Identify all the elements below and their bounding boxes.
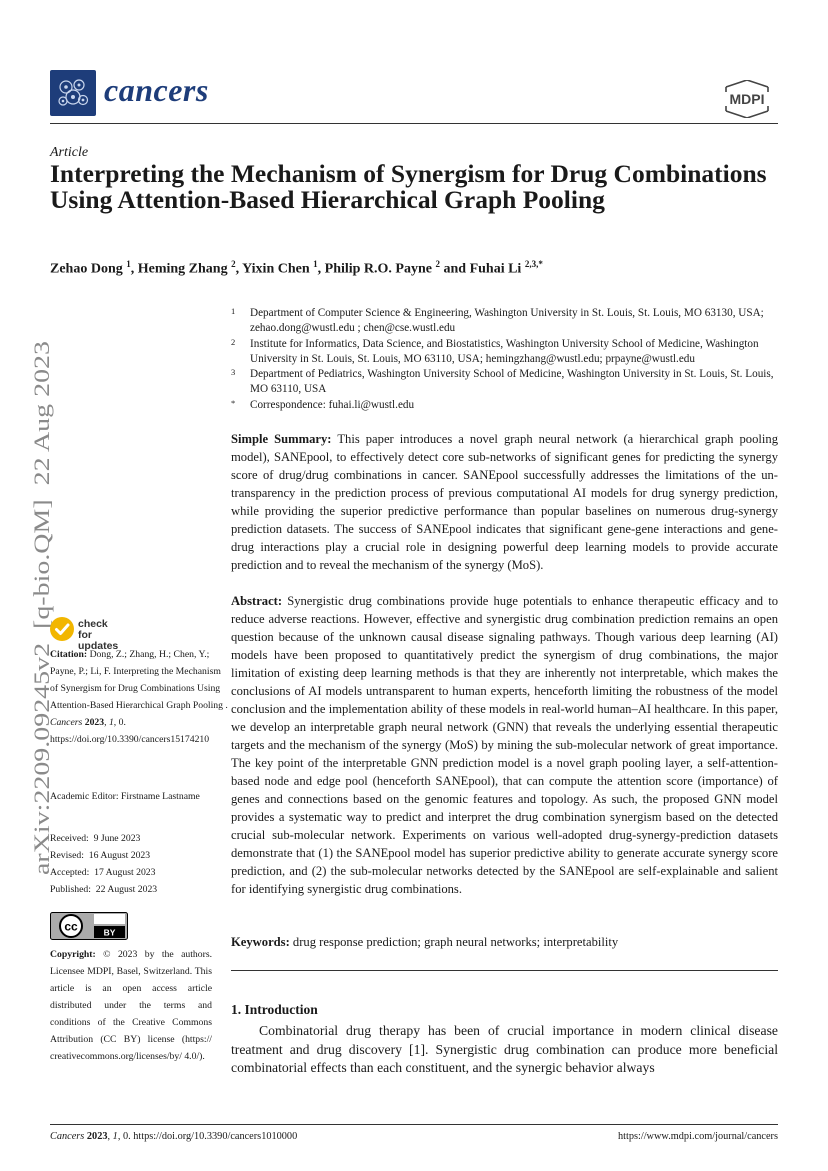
reference-link[interactable]: 1 — [413, 1041, 421, 1057]
check-updates-line: updates — [78, 640, 119, 652]
citation-text: Dong, Z.; Zhang, H.; Chen, Y.; Payne, P.; Li, F. Interpreting the Mechanism of Synergism for Drug Combinations Using Attention-Based Hierarchical Graph Pooling . — [50, 649, 228, 711]
keywords — [231, 933, 778, 951]
cc-by-license-icon[interactable] — [50, 912, 128, 940]
intro-text-part: ]. Synergistic drug combination can produce more beneficial combinatorial effects than each constituent, and the synergic behavior always — [231, 1041, 778, 1075]
affiliation-marker: 1 — [231, 306, 236, 316]
check-updates-line: check for — [78, 618, 108, 641]
author-affiliation-marker: 2 — [231, 259, 236, 269]
header-divider — [50, 123, 778, 124]
author-separator: and — [440, 261, 470, 277]
intro-text-part: Combinatorial drug therapy has been of crucial importance in modern clinical disease treatment and drug discovery [ — [231, 1023, 778, 1057]
abstract-label: Abstract: — [231, 594, 283, 608]
author-name: Heming Zhang — [137, 261, 228, 277]
publication-dates — [50, 830, 228, 898]
affiliation-text: Correspondence: fuhai.li@wustl.edu — [250, 398, 415, 411]
author-separator: , — [235, 261, 243, 277]
journal-logo-icon — [50, 70, 96, 116]
date-value: 22 August 2023 — [95, 884, 158, 895]
affiliation-item — [231, 398, 791, 413]
academic-editor: Academic Editor: Firstname Lastname — [50, 791, 200, 802]
simple-summary — [231, 430, 778, 574]
author-name: Fuhai Li — [469, 261, 522, 277]
date-row — [50, 881, 228, 898]
citation-label: Citation: — [50, 649, 88, 660]
section-divider — [231, 970, 778, 971]
affiliation-text: Department of Pediatrics, Washington University School of Medicine, Washington University in St. Louis, St. Louis, MO 63110, USA — [250, 368, 774, 396]
author-name: Yixin Chen — [242, 261, 310, 277]
footer-journal: Cancers — [50, 1131, 85, 1142]
date-label: Revised: — [50, 850, 84, 861]
copyright-notice — [50, 946, 212, 1065]
affiliation-item — [231, 337, 791, 368]
author-affiliation-marker: 1 — [126, 259, 131, 269]
affiliation-marker: * — [231, 397, 236, 408]
keywords-label: Keywords: — [231, 935, 290, 949]
abstract — [231, 592, 778, 898]
author-separator: , — [317, 261, 325, 277]
mdpi-logo-icon — [716, 80, 778, 118]
affiliation-marker: 2 — [231, 336, 236, 347]
footer-journal-url[interactable]: https://www.mdpi.com/journal/cancers — [617, 1131, 778, 1142]
author-affiliation-marker: 2,3,* — [524, 259, 543, 269]
citation-journal: Cancers — [50, 717, 83, 728]
simple-summary-text: This paper introduces a novel graph neural network (a hierarchical graph pooling model), SANEpool, to effectively detect core sub-networks of significant genes for predicting the synergy score of drug/drug combinations in cancer. SANEpool successfully addresses the limitations of the un-transparency in the prediction process of previous computational AI models for drug synergy prediction, while providing the superior predictive performance than popular baselines on numerous drug-synergy prediction datasets. The success of SANEpool indicates that significant gene-gene interactions and gene-drug interactions play a crucial role in designing powerful deep learning models to provide accurate prediction and to reveal the mechanism of the synergy (MoS). — [231, 432, 778, 572]
affiliations — [231, 306, 791, 413]
check-for-updates-button[interactable] — [50, 617, 124, 652]
mdpi-logo-text: MDPI — [729, 91, 765, 107]
cc-badge-text: cc — [64, 919, 78, 934]
arxiv-stamp-text: arXiv:2209.09245v2 [q-bio.QM] 22 Aug 2023 — [29, 445, 54, 875]
footer-year: 2023 — [86, 1131, 108, 1142]
author-list — [50, 259, 543, 278]
date-label: Published: — [50, 884, 91, 895]
simple-summary-label: Simple Summary: — [231, 432, 332, 446]
affiliation-text: Department of Computer Science & Engineering, Washington University in St. Louis, St. Louis, MO 63130, USA; zehao.dong@wustl.edu ; chen@cse.wustl.edu — [250, 307, 764, 335]
author-name: Philip R.O. Payne — [324, 261, 432, 277]
affiliation-item — [231, 367, 791, 398]
section-heading-introduction: 1. Introduction — [231, 1002, 318, 1017]
date-row — [50, 847, 228, 864]
citation-volume: 1 — [108, 717, 114, 728]
abstract-text: Synergistic drug combinations provide huge potentials to enhance therapeutic efficacy and to reduce adverse reactions. However, effective and synergistic drug combination prediction remains an open question because of the unknown causal disease signaling pathways. Though various deep learning (AI) models have been proposed to quantitatively predict the synergism of drug combinations, the major limitation of existing deep learning methods is that they are inherently not interpretable, which makes the conclusions of AI models untransparent to human experts, henceforth limiting the robustness of the model conclusion and the implementation ability of these models in real-world human–AI healthcare. In this paper, we develop an interpretable graph neural network (GNN) that reveals the underlying essential therapeutic targets and the mechanism of the synergy (MoS) by mining the sub-molecular network of great importance. The key point of the interpretable GNN prediction model is a novel graph pooling layer, a self-attention-based node and edge pool (henceforth SANEpool), that can compute the attention score (importance) of genes and connections based on the genomic features and topology. As such, the proposed GNN model provides a systematic way to predict and interpret the drug combination synergism based on the detected crucial sub-molecular network. Experiments on various well-adopted drug-synergy-prediction datasets demonstrate that (1) the SANEpool model has superior predictive ability to generate accurate synergy score prediction, and (2) the sub-molecular networks detected by the SANEpool are self-explainable and salient for identifying synergistic drug combinations. — [231, 594, 778, 896]
keywords-text: drug response prediction; graph neural networks; interpretability — [292, 935, 619, 949]
date-label: Accepted: — [50, 867, 90, 878]
date-row — [50, 864, 228, 881]
affiliation-text: Institute for Informatics, Data Science, and Biostatistics, Washington University School of Medicine, Washington University in St. Louis, St. Louis, MO 63110, USA; hemingzhang@wustl.edu; prpayne@wustl.edu — [250, 337, 759, 365]
footer-doi: , 0. https://doi.org/10.3390/cancers1010000 — [117, 1131, 298, 1142]
journal-name: cancers — [104, 72, 209, 108]
citation-page: , 0. — [113, 717, 126, 728]
citation-block: Citation: Dong, Z.; Zhang, H.; Chen, Y.; Payne, P.; Li, F. Interpreting the Mechanism of Synergism for Drug Combinations Using Attention-Based Hierarchical Graph Pooling . Cancers 2023, 1, 0. https://doi.org/10.3390/cancers15174210 — [50, 649, 228, 745]
author-name: Zehao Dong — [50, 261, 123, 277]
date-value: 9 June 2023 — [93, 833, 141, 844]
affiliation-marker: 3 — [231, 367, 236, 378]
footer-divider — [50, 1124, 778, 1125]
date-value: 16 August 2023 — [88, 850, 151, 861]
page-title: Interpreting the Mechanism of Synergism for Drug Combinations Using Attention-Based Hierarchical Graph Pooling — [50, 159, 767, 214]
by-badge-text: BY — [103, 927, 116, 938]
citation-doi-link[interactable]: https://doi.org/10.3390/cancers15174210 — [50, 734, 210, 745]
date-label: Received: — [50, 833, 89, 844]
date-row — [50, 830, 228, 847]
introduction-paragraph — [231, 1022, 778, 1078]
author-affiliation-marker: 2 — [435, 259, 440, 269]
affiliation-item — [231, 306, 791, 337]
article-type: Article — [50, 145, 89, 160]
footer-volume: 1 — [112, 1131, 118, 1142]
footer-citation: Cancers 2023, 1, 0. https://doi.org/10.3390/cancers1010000 — [50, 1131, 298, 1142]
author-separator: , — [130, 261, 138, 277]
copyright-text: © 2023 by the authors. Licensee MDPI, Basel, Switzerland. This article is an open access article distributed under the terms and conditions of the Creative Commons Attribution (CC BY) license (https:// creativecommons.org/licenses/by/ 4.0/). — [50, 949, 213, 1062]
copyright-label: Copyright: — [50, 949, 96, 960]
author-affiliation-marker: 1 — [313, 259, 318, 269]
checkmark-icon — [50, 617, 74, 641]
date-value: 17 August 2023 — [94, 867, 156, 878]
citation-year: 2023 — [84, 717, 105, 728]
